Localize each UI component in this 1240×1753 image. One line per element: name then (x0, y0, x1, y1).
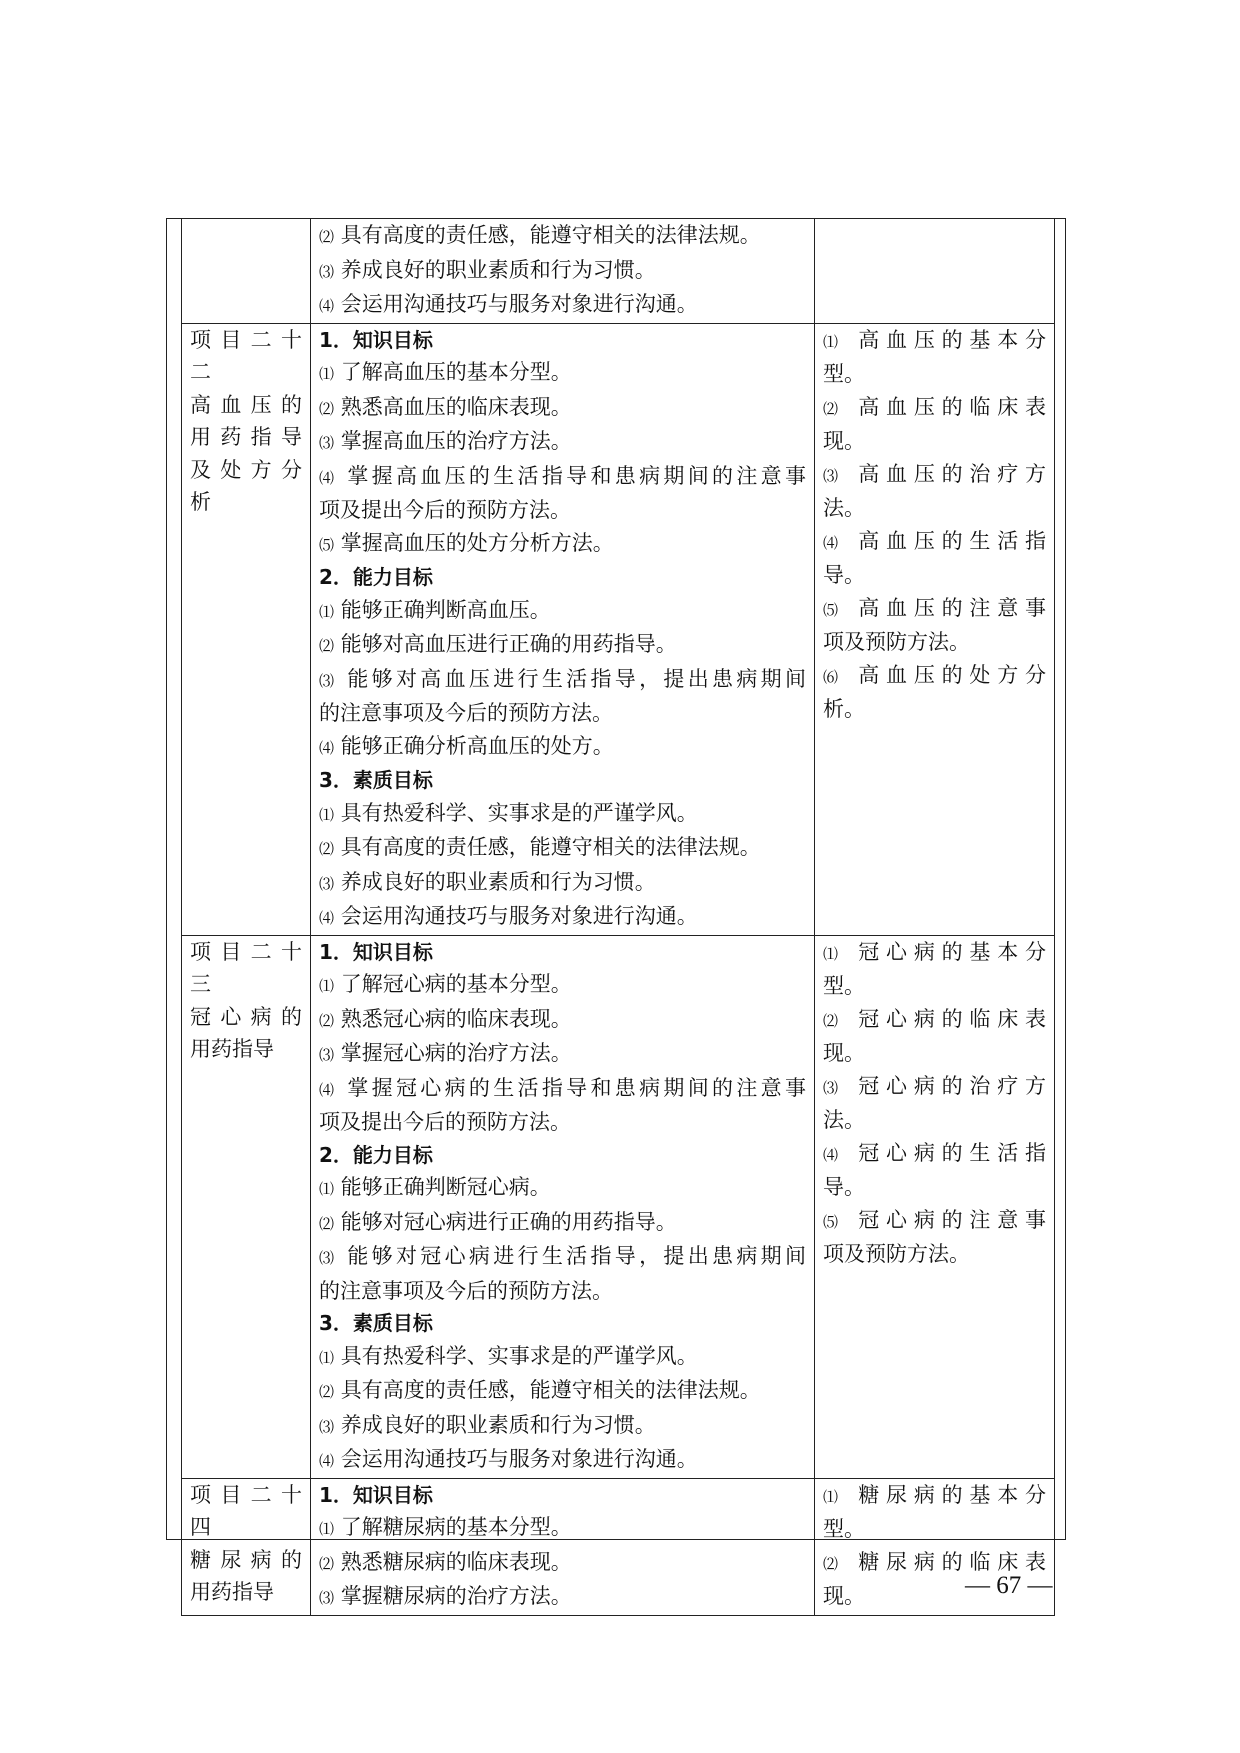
knowledge-heading: 1．知识目标 (319, 327, 433, 352)
outline-item-continuation: 型。 (823, 974, 865, 998)
item-number: ⑴ (319, 805, 335, 824)
quality-item (319, 254, 806, 289)
outline-item-continuation: 型。 (823, 362, 865, 386)
knowledge-heading: 1．知识目标 (319, 1482, 433, 1507)
knowledge-item (319, 425, 806, 460)
item-text: 了解高血压的基本分型。 (340, 360, 572, 384)
item-number: ⑵ (823, 1554, 845, 1573)
item-text: 了解糖尿病的基本分型。 (340, 1515, 572, 1539)
knowledge-item (319, 1003, 806, 1038)
item-text: 掌握高血压的治疗方法。 (340, 429, 572, 453)
outline-item-continuation: 项及预防方法。 (823, 630, 970, 654)
item-text: 能够正确判断高血压。 (340, 597, 551, 622)
objectives-cell (311, 219, 815, 324)
item-number: ⑶ (319, 1249, 338, 1267)
item-text: 能够对冠心病进行生活指导，提出患病期间 (347, 1244, 806, 1268)
outline-item (823, 324, 1046, 359)
item-text: 掌握高血压的生活指导和患病期间的注意事 (347, 463, 806, 488)
project-title-line: 冠心病的 (190, 1004, 302, 1029)
curriculum-table (181, 218, 1055, 1616)
item-text: 具有热爱科学、实事求是的严谨学风。 (340, 800, 698, 825)
item-text: 能够对冠心病进行正确的用药指导。 (340, 1209, 677, 1234)
project-title-line: 三 (190, 972, 211, 996)
knowledge-item (319, 391, 806, 426)
item-number: ⑷ (319, 297, 335, 315)
outline-item-continuation: 导。 (823, 563, 865, 587)
ability-item (319, 594, 806, 629)
item-number: ⑶ (319, 1417, 335, 1436)
item-text: 冠心病的临床表 (858, 1006, 1046, 1031)
item-number: ⑵ (319, 228, 335, 246)
item-number: ⑷ (319, 1452, 335, 1470)
project-title-line: 项目二十 (190, 1482, 302, 1507)
quality-item (319, 1443, 806, 1478)
item-number: ⑵ (319, 637, 335, 655)
outline-item-continuation: 法。 (823, 496, 865, 520)
objectives-cell (311, 935, 815, 1478)
page-number: — 67 — (965, 1572, 1053, 1599)
item-text: 会运用沟通技巧与服务对象进行沟通。 (340, 292, 698, 316)
outline-item (823, 391, 1046, 426)
item-number: ⑸ (823, 1212, 845, 1231)
outline-cell (815, 219, 1055, 324)
outline-item (823, 1479, 1046, 1514)
quality-heading: 3．素质目标 (319, 768, 433, 792)
item-text: 冠心病的治疗方 (858, 1073, 1046, 1098)
curriculum-table-body (182, 219, 1055, 1616)
project-title-line: 用药指导 (190, 1580, 274, 1604)
item-text: 能够正确判断冠心病。 (340, 1175, 551, 1199)
item-number: ⑶ (319, 262, 335, 281)
item-number: ⑶ (319, 874, 335, 893)
table-row (182, 935, 1055, 1478)
ability-heading: 2．能力目标 (319, 565, 433, 589)
ability-item (319, 663, 806, 698)
item-text: 冠心病的生活指 (858, 1140, 1046, 1165)
item-number: ⑷ (319, 1080, 338, 1099)
project-title-line: 及处方分 (190, 457, 302, 482)
outline-cell (815, 323, 1055, 935)
ability-item (319, 1206, 806, 1241)
knowledge-item (319, 460, 806, 495)
item-number: ⑴ (823, 944, 845, 963)
item-number: ⑶ (823, 466, 845, 485)
item-text: 掌握糖尿病的治疗方法。 (340, 1584, 572, 1608)
outline-item-continuation: 型。 (823, 1517, 865, 1541)
item-text: 掌握高血压的处方分析方法。 (340, 530, 614, 555)
item-number: ⑶ (319, 1589, 335, 1607)
outline-item-continuation: 现。 (823, 1584, 865, 1608)
item-text: 能够对高血压进行生活指导，提出患病期间 (347, 666, 806, 691)
item-text: 能够正确分析高血压的处方。 (340, 733, 614, 758)
outline-item (823, 1070, 1046, 1105)
item-text: 高血压的生活指 (858, 528, 1046, 553)
ability-item (319, 1171, 806, 1206)
knowledge-heading: 1．知识目标 (319, 939, 433, 964)
item-text: 会运用沟通技巧与服务对象进行沟通。 (340, 1447, 698, 1471)
item-number: ⑴ (319, 1520, 335, 1538)
quality-item (319, 288, 806, 323)
quality-item (319, 1374, 806, 1409)
item-number: ⑴ (319, 602, 335, 621)
project-title-line: 析 (190, 490, 211, 514)
item-number: ⑵ (823, 1011, 845, 1030)
outline-item (823, 1137, 1046, 1172)
item-number: ⑴ (319, 977, 335, 995)
item-number: ⑵ (319, 1011, 335, 1030)
item-number: ⑴ (319, 1348, 335, 1367)
outline-item (823, 525, 1046, 560)
quality-item (319, 1409, 806, 1444)
outline-item-continuation: 现。 (823, 1041, 865, 1065)
item-number: ⑴ (319, 1180, 335, 1198)
project-title-line: 项目二十 (190, 327, 302, 352)
knowledge-item (319, 1037, 806, 1072)
item-number: ⑹ (823, 667, 845, 686)
item-number: ⑵ (319, 1554, 335, 1573)
knowledge-item (319, 968, 806, 1003)
quality-item (319, 1340, 806, 1375)
table-row (182, 323, 1055, 935)
knowledge-item (319, 1511, 806, 1546)
knowledge-item-continuation: 项及提出今后的预防方法。 (319, 498, 571, 522)
item-text: 高血压的基本分 (858, 327, 1046, 352)
item-number: ⑶ (319, 1046, 335, 1064)
project-title-line: 二 (190, 360, 211, 384)
project-title-cell (182, 935, 311, 1478)
project-title-cell (182, 219, 311, 324)
table-row (182, 219, 1055, 324)
quality-item (319, 900, 806, 935)
item-text: 冠心病的基本分 (858, 939, 1046, 964)
item-number: ⑵ (319, 1214, 335, 1233)
outline-item (823, 592, 1046, 627)
ability-heading: 2．能力目标 (319, 1142, 433, 1167)
item-text: 糖尿病的基本分 (858, 1482, 1046, 1507)
item-text: 冠心病的注意事 (858, 1207, 1046, 1232)
outline-item-continuation: 析。 (823, 697, 865, 721)
outline-cell (815, 935, 1055, 1478)
project-title-cell (182, 323, 311, 935)
project-title-line: 用药指导 (190, 425, 302, 449)
quality-item (319, 831, 806, 866)
ability-item-continuation: 的注意事项及今后的预防方法。 (319, 701, 613, 725)
item-text: 会运用沟通技巧与服务对象进行沟通。 (340, 904, 698, 928)
ability-item (319, 1240, 806, 1275)
item-text: 高血压的临床表 (858, 394, 1046, 419)
item-number: ⑴ (823, 1487, 845, 1506)
table-row (182, 1478, 1055, 1615)
item-number: ⑵ (319, 1383, 335, 1401)
project-title-line: 四 (190, 1515, 211, 1539)
ability-item (319, 730, 806, 765)
item-number: ⑶ (823, 1078, 845, 1097)
item-number: ⑸ (823, 600, 845, 619)
item-text: 具有高度的责任感，能遵守相关的法律法规。 (340, 835, 761, 859)
item-text: 养成良好的职业素质和行为习惯。 (340, 869, 656, 894)
project-title-line: 项目二十 (190, 939, 302, 964)
item-text: 掌握冠心病的生活指导和患病期间的注意事 (347, 1075, 806, 1100)
item-number: ⑸ (319, 535, 335, 554)
item-number: ⑶ (319, 434, 335, 452)
outline-item (823, 659, 1046, 694)
outline-item (823, 1003, 1046, 1038)
knowledge-item (319, 1072, 806, 1107)
outline-item-continuation: 法。 (823, 1108, 865, 1132)
project-title-cell (182, 1478, 311, 1615)
outline-item (823, 458, 1046, 493)
knowledge-item (319, 527, 806, 562)
item-text: 掌握冠心病的治疗方法。 (340, 1041, 572, 1065)
item-text: 高血压的治疗方 (858, 461, 1046, 486)
item-text: 具有热爱科学、实事求是的严谨学风。 (340, 1343, 698, 1368)
knowledge-item-continuation: 项及提出今后的预防方法。 (319, 1110, 571, 1134)
item-text: 了解冠心病的基本分型。 (340, 972, 572, 996)
item-text: 高血压的处方分 (858, 662, 1046, 687)
project-title-line: 糖尿病的 (190, 1547, 302, 1572)
item-number: ⑷ (319, 738, 335, 757)
outline-item (823, 1204, 1046, 1239)
item-number: ⑵ (319, 840, 335, 858)
item-text: 具有高度的责任感，能遵守相关的法律法规。 (340, 223, 761, 247)
item-number: ⑵ (823, 399, 845, 418)
item-text: 熟悉冠心病的临床表现。 (340, 1006, 572, 1031)
item-text: 糖尿病的临床表 (858, 1549, 1046, 1574)
ability-item (319, 628, 806, 663)
quality-item (319, 866, 806, 901)
item-text: 熟悉糖尿病的临床表现。 (340, 1549, 572, 1574)
quality-item (319, 219, 806, 254)
ability-item-continuation: 的注意事项及今后的预防方法。 (319, 1278, 613, 1303)
item-number: ⑴ (823, 332, 845, 351)
objectives-cell (311, 1478, 815, 1615)
item-text: 养成良好的职业素质和行为习惯。 (340, 1412, 656, 1437)
item-number: ⑷ (319, 468, 338, 487)
item-number: ⑵ (319, 399, 335, 418)
knowledge-item (319, 1546, 806, 1581)
objectives-cell (311, 323, 815, 935)
project-title-line: 用药指导 (190, 1037, 274, 1061)
outline-item-continuation: 现。 (823, 429, 865, 453)
item-number: ⑶ (319, 671, 338, 690)
outline-item-continuation: 导。 (823, 1175, 865, 1199)
outline-item (823, 936, 1046, 971)
item-number: ⑴ (319, 365, 335, 383)
item-number: ⑷ (823, 533, 845, 552)
item-number: ⑷ (319, 909, 335, 927)
item-number: ⑷ (823, 1145, 845, 1164)
knowledge-item (319, 1580, 806, 1615)
project-title-line: 高血压的 (190, 392, 302, 417)
item-text: 能够对高血压进行正确的用药指导。 (340, 632, 677, 656)
item-text: 熟悉高血压的临床表现。 (340, 394, 572, 419)
outline-item-continuation: 项及预防方法。 (823, 1242, 970, 1266)
knowledge-item (319, 356, 806, 391)
quality-item (319, 797, 806, 832)
item-text: 养成良好的职业素质和行为习惯。 (340, 257, 656, 282)
item-text: 具有高度的责任感，能遵守相关的法律法规。 (340, 1378, 761, 1402)
quality-heading: 3．素质目标 (319, 1311, 433, 1335)
item-text: 高血压的注意事 (858, 595, 1046, 620)
